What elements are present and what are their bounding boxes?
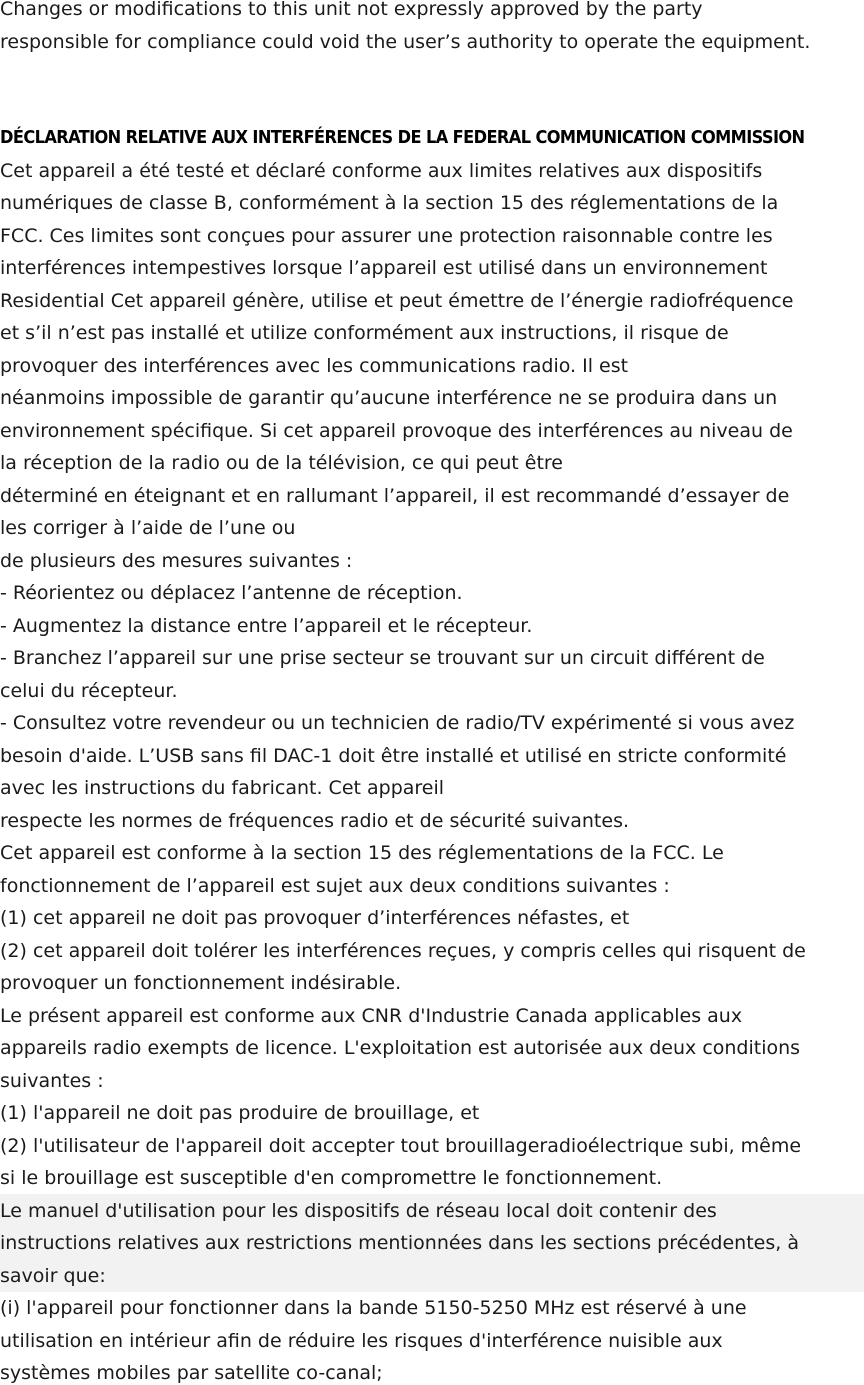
text-line: la réception de la radio ou de la télévision, ce qui peut être xyxy=(0,452,563,474)
text-line: Cet appareil est conforme à la section 15 des réglementations de la FCC. Le xyxy=(0,842,724,864)
text-line: Le présent appareil est conforme aux CNR d'Industrie Canada applicables aux xyxy=(0,1005,743,1027)
text-line: les corriger à l’aide de l’une ou xyxy=(0,517,296,539)
text-line: (1) l'appareil ne doit pas produire de brouillage, et xyxy=(0,1102,480,1124)
text-line: de plusieurs des mesures suivantes : xyxy=(0,550,353,572)
section-heading: DÉCLARATION RELATIVE AUX INTERFÉRENCES DE LA FEDERAL COMMUNICATION COMMISSION xyxy=(0,127,805,148)
text-line: (2) cet appareil doit tolérer les interférences reçues, y compris celles qui risquent de xyxy=(0,940,806,962)
list-item: - Réorientez ou déplacez l’antenne de réception. xyxy=(0,582,463,604)
text-line: (i) l'appareil pour fonctionner dans la bande 5150-5250 MHz est réservé à une xyxy=(0,1297,747,1319)
text-line: environnement spécifique. Si cet appareil provoque des interférences au niveau de xyxy=(0,420,793,442)
list-item: - Augmentez la distance entre l’appareil et le récepteur. xyxy=(0,615,533,637)
text-line: Cet appareil a été testé et déclaré conforme aux limites relatives aux dispositifs xyxy=(0,160,763,182)
text-line: déterminé en éteignant et en rallumant l’appareil, il est recommandé d’essayer de xyxy=(0,485,790,507)
text-line: utilisation en intérieur afin de réduire les risques d'interférence nuisible aux xyxy=(0,1330,723,1352)
text-line: suivantes : xyxy=(0,1070,104,1092)
text-line: provoquer un fonctionnement indésirable. xyxy=(0,972,402,994)
text-line: provoquer des interférences avec les communications radio. Il est xyxy=(0,355,629,377)
text-line: besoin d'aide. L’USB sans fil DAC-1 doit être installé et utilisé en stricte conformité xyxy=(0,745,787,767)
text-line: instructions relatives aux restrictions mentionnées dans les sections précédentes, à xyxy=(0,1232,799,1254)
text-line: responsible for compliance could void the user’s authority to operate the equipment. xyxy=(0,31,811,53)
text-line: si le brouillage est susceptible d'en compromettre le fonctionnement. xyxy=(0,1167,663,1189)
text-line: (1) cet appareil ne doit pas provoquer d’interférences néfastes, et xyxy=(0,907,630,929)
text-line: FCC. Ces limites sont conçues pour assurer une protection raisonnable contre les xyxy=(0,225,773,247)
text-line: systèmes mobiles par satellite co-canal; xyxy=(0,1362,383,1384)
text-line: savoir que: xyxy=(0,1265,106,1287)
text-line: et s’il n’est pas installé et utilize conformément aux instructions, il risque de xyxy=(0,322,729,344)
list-item: - Branchez l’appareil sur une prise secteur se trouvant sur un circuit différent de xyxy=(0,647,765,669)
text-line: fonctionnement de l’appareil est sujet aux deux conditions suivantes : xyxy=(0,875,670,897)
text-line: Changes or modifications to this unit not expressly approved by the party xyxy=(0,0,703,20)
text-line: Residential Cet appareil génère, utilise et peut émettre de l’énergie radiofréquence xyxy=(0,290,794,312)
text-line: interférences intempestives lorsque l’appareil est utilisé dans un environnement xyxy=(0,257,768,279)
text-line: (2) l'utilisateur de l'appareil doit accepter tout brouillageradioélectrique subi, même xyxy=(0,1135,802,1157)
text-line: celui du récepteur. xyxy=(0,680,178,702)
text-line: respecte les normes de fréquences radio et de sécurité suivantes. xyxy=(0,810,630,832)
text-line: Le manuel d'utilisation pour les dispositifs de réseau local doit contenir des xyxy=(0,1200,717,1222)
text-line: appareils radio exempts de licence. L'exploitation est autorisée aux deux conditions xyxy=(0,1037,801,1059)
list-item: - Consultez votre revendeur ou un technicien de radio/TV expérimenté si vous avez xyxy=(0,712,795,734)
text-line: numériques de classe B, conformément à la section 15 des réglementations de la xyxy=(0,192,779,214)
text-line: avec les instructions du fabricant. Cet appareil xyxy=(0,777,445,799)
text-line: néanmoins impossible de garantir qu’aucune interférence ne se produira dans un xyxy=(0,387,778,409)
